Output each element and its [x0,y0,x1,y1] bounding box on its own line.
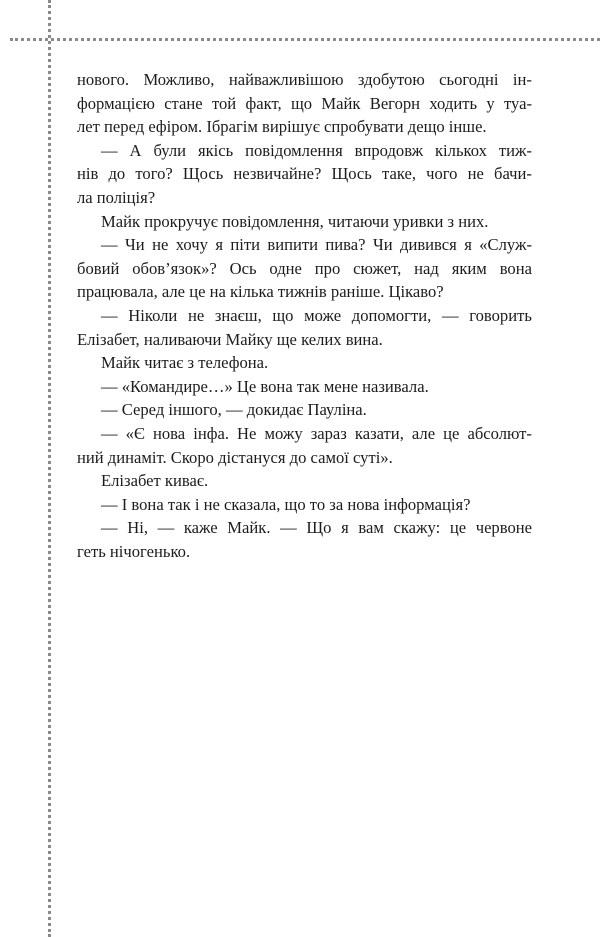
text-line: — А були якісь повідомлення впродовж кількох тиж- [101,140,532,160]
text-line: — «Є нова інфа. Не можу зараз казати, але це абсолют- [101,423,532,443]
text-line: формацією стане той факт, що Майк Вегорн ходить у туа- [77,93,532,113]
dotted-border-left [48,0,51,937]
text-line: Елізабет киває. [101,471,209,491]
text-line: працювала, але це на кілька тижнів раніше. Цікаво? [77,282,444,302]
text-line: лет перед ефіром. Ібрагім вирішує спробувати дещо інше. [77,117,487,137]
text-line: нового. Можливо, найважливішою здобутою сьогодні ін- [77,70,532,89]
text-line: бовий обов’язок»? Ось одне про сюжет, над яким вона [77,258,532,278]
text-line: Майк прокручує повідомлення, читаючи уривки з них. [101,211,489,231]
text-line: — Ніколи не знаєш, що може допомогти, — говорить [101,305,532,325]
body-text [77,68,532,563]
text-line: Майк читає з телефона. [101,353,269,373]
text-line: — Ні, — каже Майк. — Що я вам скажу: це червоне [101,518,532,538]
text-line: нів до того? Щось незвичайне? Щось таке, чого не бачи- [77,164,532,184]
text-line: — «Командире…» Це вона так мене називала. [101,376,429,396]
text-line: ний динаміт. Скоро дістануся до самої суті». [77,447,393,467]
text-line: геть нічогенько. [77,541,191,561]
text-line: — І вона так і не сказала, що то за нова інформація? [101,494,471,514]
dotted-border-top [10,38,600,41]
text-line: — Чи не хочу я піти випити пива? Чи дивився я «Служ- [101,235,532,255]
text-line: Елізабет, наливаючи Майку ще келих вина. [77,329,383,349]
text-line: ла поліція? [77,187,156,207]
text-line: — Серед іншого, — докидає Пауліна. [101,400,367,420]
